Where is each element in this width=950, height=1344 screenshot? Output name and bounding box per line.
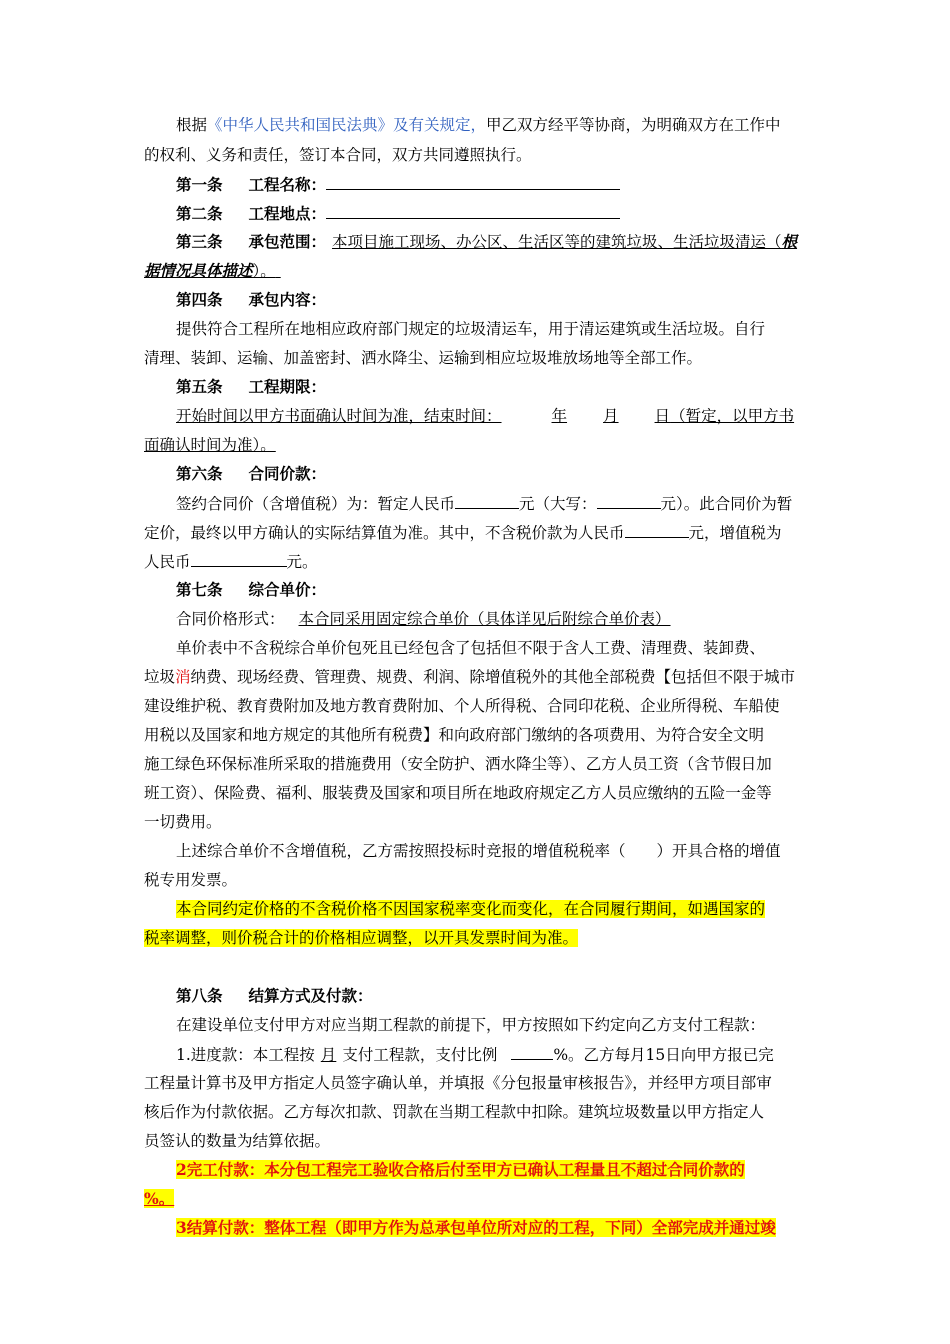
scope-end: ）。 (252, 262, 276, 280)
intro-line-2: 的权利、义务和责任，签订本合同，双方共同遵照执行。 (144, 146, 532, 164)
article-7-number: 第七条 (176, 580, 223, 599)
article-3-line-2 (144, 261, 808, 281)
civil-code-reference: 《中华人民共和国民法典》及有关规定， (207, 116, 487, 134)
progress-payment-text-2: 支付工程款，支付比例 (342, 1046, 498, 1064)
article-7-para-1: 单价表中不含税综合单价包死且已经包含了包括但不限于含人工费、清理费、装卸费、 (176, 639, 766, 657)
article-4 (176, 290, 808, 310)
article-8-title: 结算方式及付款： (248, 986, 373, 1005)
intro-text: 甲乙双方经平等协商，为明确双方在工作中 (486, 116, 781, 134)
highlighted-char: 消 (175, 668, 191, 686)
settlement-payment: 3结算付款：整体工程（即甲方作为总承包单位所对应的工程，下同）全部完成并通过竣 (176, 1218, 776, 1237)
article-8-item-1 (176, 1044, 808, 1065)
scope-note-start: 根 (781, 232, 798, 251)
article-8 (176, 986, 808, 1006)
term-year: 年 (551, 407, 568, 425)
term-note: （暂定，以甲方书 (670, 407, 795, 425)
article-3-line-1 (176, 232, 808, 252)
intro-line-1 (176, 115, 808, 135)
article-6-line-1 (176, 493, 808, 514)
article-4-title: 承包内容： (248, 290, 327, 309)
price-amount-blank[interactable] (455, 493, 519, 509)
term-day: 日 (654, 407, 671, 425)
article-7-title: 综合单价： (248, 580, 327, 599)
scope-note: 据情况具体描述 (144, 261, 253, 280)
article-6-title: 合同价款： (248, 464, 327, 483)
article-8-item-1-line-3: 核后作为付款依据。乙方每次扣款、罚款在当期工程款中扣除。建筑垃圾数量以甲方指定人 (144, 1103, 765, 1121)
highlighted-clause-2: 税率调整，则价税合计的价格相应调整，以开具发票时间为准。 (144, 929, 579, 947)
price-text-5: 人民币 (144, 553, 191, 571)
payment-ratio-blank[interactable] (511, 1044, 553, 1060)
pretax-amount-blank[interactable] (625, 522, 689, 538)
intro-prefix: 根据 (176, 116, 208, 134)
article-5 (176, 377, 808, 397)
article-2-number: 第二条 (176, 204, 223, 223)
article-7-vat-line-2: 税专用发票。 (144, 871, 238, 889)
unit-price-text-2: 纳费、现场经费、管理费、规费、利润、除增值税外的其他全部税费【包括但不限于城市 (190, 668, 796, 686)
article-7-para-2 (144, 667, 808, 687)
term-text: 开始时间以甲方书面确认时间为准，结束时间： (176, 407, 502, 425)
article-5-number: 第五条 (176, 377, 223, 396)
article-2 (176, 203, 808, 224)
article-2-title: 工程地点： (248, 204, 327, 223)
article-7-highlight-1 (176, 899, 808, 919)
progress-payment-text-3: %。乙方每月15日向甲方报已完 (553, 1046, 774, 1064)
completion-payment: 2完工付款：本分包工程完工验收合格后付至甲方已确认工程量且不超过合同价款的 (176, 1160, 745, 1179)
project-location-blank[interactable] (326, 203, 620, 219)
article-7-para-6: 班工资）、保险费、福利、服装费及国家和项目所在地政府规定乙方人员应缴纳的五险一金等 (144, 784, 772, 802)
price-text-3: 定价，最终以甲方确认的实际结算值为准。其中，不含税价款为人民币 (144, 524, 625, 542)
article-8-item-2 (176, 1160, 808, 1180)
article-7 (176, 580, 808, 600)
article-4-para-2: 清理、装卸、运输、加盖密封、洒水降尘、运输到相应垃圾堆放场地等全部工作。 (144, 349, 703, 367)
progress-payment-text: 1.进度款：本工程按 (176, 1046, 315, 1064)
price-form-label: 合同价格形式： (176, 610, 285, 628)
project-name-blank[interactable] (326, 174, 620, 190)
article-3-title: 承包范围： (248, 232, 327, 251)
price-text: 签约合同价（含增值税）为：暂定人民币 (176, 495, 456, 513)
price-form-value: 本合同采用固定综合单价（具体详见后附综合单价表） (298, 610, 671, 628)
article-4-number: 第四条 (176, 290, 223, 309)
article-7-para-7: 一切费用。 (144, 813, 222, 831)
article-3-number: 第三条 (176, 232, 223, 251)
scope-text: 本项目施工现场、办公区、生活区等的建筑垃圾、生活垃圾清运（ (332, 233, 782, 251)
article-7-form (176, 609, 808, 629)
article-4-para-1: 提供符合工程所在地相应政府部门规定的垃圾清运车，用于清运建筑或生活垃圾。自行 (176, 320, 766, 338)
article-5-line-2: 面确认时间为准）。 (144, 436, 276, 454)
price-text-4: 元，增值税为 (688, 524, 782, 542)
article-5-line-1 (176, 406, 808, 426)
term-month: 月 (603, 407, 619, 425)
article-7-highlight-2 (144, 928, 808, 948)
article-6-line-2 (144, 522, 808, 543)
completion-payment-end: %。 (144, 1189, 175, 1208)
price-capital-label: 元（大写： (519, 495, 597, 513)
payment-period: 月 (320, 1046, 337, 1064)
article-8-para-1: 在建设单位支付甲方对应当期工程款的前提下，甲方按照如下约定向乙方支付工程款： (176, 1016, 766, 1034)
article-6-number: 第六条 (176, 464, 223, 483)
article-1-title: 工程名称： (248, 175, 327, 194)
article-8-item-1-line-4: 员签认的数量为结算依据。 (144, 1132, 331, 1150)
highlighted-clause: 本合同约定价格的不含税价格不因国家税率变化而变化，在合同履行期间，如遇国家的 (176, 900, 766, 918)
article-8-number: 第八条 (176, 986, 223, 1005)
article-8-item-1-line-2: 工程量计算书及甲方指定人员签字确认单，并填报《分包报量审核报告》，并经甲方项目部审 (144, 1074, 772, 1092)
article-6 (176, 464, 808, 484)
article-7-para-4: 用税以及国家和地方规定的其他所有税费】和向政府部门缴纳的各项费用、为符合安全文明 (144, 726, 765, 744)
article-1-number: 第一条 (176, 175, 223, 194)
article-7-vat-line-1: 上述综合单价不含增值税，乙方需按照投标时竞报的增值税税率（ ）开具合格的增值 (176, 842, 781, 860)
price-capital-blank[interactable] (597, 493, 661, 509)
price-text-2: 元）。此合同价为暂 (660, 495, 793, 513)
price-text-6: 元。 (286, 553, 318, 571)
article-5-title: 工程期限： (248, 377, 327, 396)
article-7-para-5: 施工绿色环保标准所采取的措施费用（安全防护、洒水降尘等）、乙方人员工资（含节假日加 (144, 755, 772, 773)
article-8-item-3 (176, 1218, 808, 1238)
article-6-line-3 (144, 551, 808, 572)
article-8-item-2-line-2 (144, 1189, 808, 1209)
unit-price-text: 垃圾 (144, 668, 176, 686)
vat-amount-blank[interactable] (191, 551, 287, 567)
article-1 (176, 174, 808, 195)
article-7-para-3: 建设维护税、教育费附加及地方教育费附加、个人所得税、合同印花税、企业所得税、车船使 (144, 697, 780, 715)
